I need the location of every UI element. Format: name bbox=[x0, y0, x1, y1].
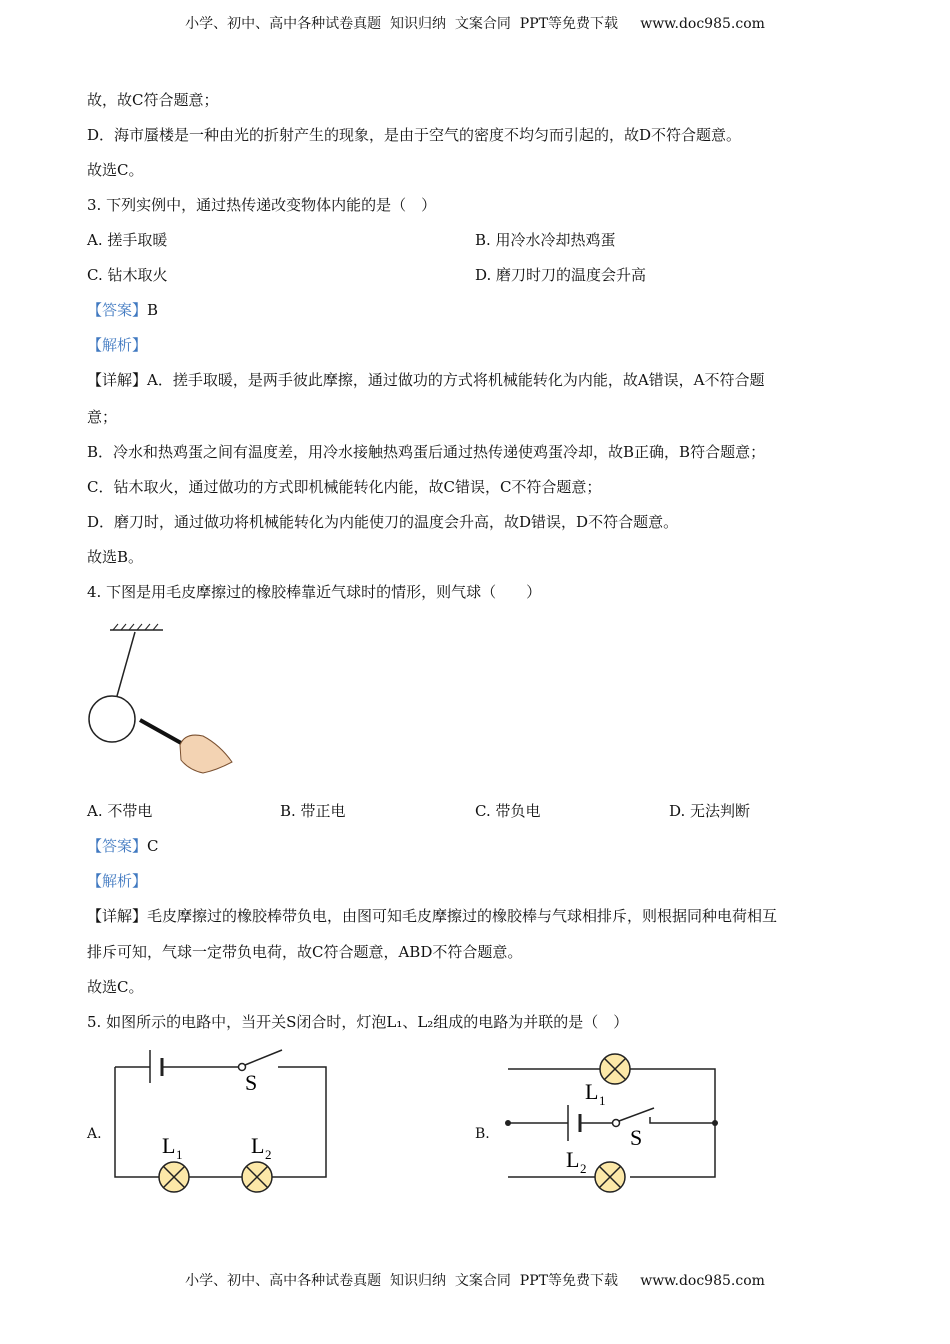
option-a: A. 不带电 bbox=[87, 802, 153, 820]
detail-tag: 【详解】 bbox=[87, 371, 148, 389]
analysis-tag: 【解析】 bbox=[87, 336, 148, 354]
text-line: 故，故C符合题意； bbox=[87, 91, 219, 109]
option-c: C. 钻木取火 bbox=[87, 266, 168, 284]
lamp-l1-sub: 1 bbox=[599, 1093, 606, 1108]
lamp-l1-label: L bbox=[162, 1133, 176, 1158]
detail-line: 故选C。 bbox=[87, 978, 144, 996]
detail-line: 排斥可知，气球一定带负电荷，故C符合题意，ABD不符合题意。 bbox=[87, 943, 523, 961]
option-d: D. 磨刀时刀的温度会升高 bbox=[475, 266, 647, 284]
question-3-stem: 3. 下列实例中，通过热传递改变物体内能的是（ ） bbox=[87, 196, 437, 214]
lamp-l1-label: L bbox=[585, 1079, 599, 1104]
option-a: A. 搓手取暖 bbox=[87, 231, 168, 249]
circuit-b-label: B. bbox=[475, 1126, 490, 1142]
hand bbox=[180, 735, 232, 773]
circuit-a bbox=[110, 1045, 335, 1195]
detail-line: C．钻木取火，通过做功的方式即机械能转化内能，故C错误，C不符合题意； bbox=[87, 478, 602, 496]
option-c: C. 带负电 bbox=[475, 802, 541, 820]
page-header: 小学、初中、高中各种试卷真题 知识归纳 文案合同 PPT等免费下载 www.doc985.com bbox=[185, 16, 765, 32]
page-footer: 小学、初中、高中各种试卷真题 知识归纳 文案合同 PPT等免费下载 www.doc985.com bbox=[185, 1273, 765, 1289]
detail-tag: 【详解】 bbox=[87, 907, 148, 925]
option-b: B. 用冷水冷却热鸡蛋 bbox=[475, 231, 616, 249]
answer-tag: 【答案】 bbox=[87, 837, 148, 855]
analysis-tag: 【解析】 bbox=[87, 872, 148, 890]
switch-label: S bbox=[630, 1125, 643, 1150]
detail-line: B．冷水和热鸡蛋之间有温度差，用冷水接触热鸡蛋后通过热传递使鸡蛋冷却，故B正确，B符合题意； bbox=[87, 443, 766, 461]
answer-value: C bbox=[147, 837, 159, 855]
option-b: B. 带正电 bbox=[280, 802, 346, 820]
switch-label: S bbox=[245, 1070, 258, 1095]
lamp-l2-label: L bbox=[566, 1147, 580, 1172]
circuit-b bbox=[500, 1045, 725, 1195]
detail-line: 故选B。 bbox=[87, 548, 144, 566]
answer-line bbox=[87, 300, 158, 320]
text-line: D．海市蜃楼是一种由光的折射产生的现象，是由于空气的密度不均匀而引起的，故D不符合题意。 bbox=[87, 126, 742, 144]
detail-text: 毛皮摩擦过的橡胶棒带负电，由图可知毛皮摩擦过的橡胶棒与气球相排斥，则根据同种电荷相互 bbox=[147, 907, 778, 925]
balloon-rod-figure bbox=[85, 620, 245, 780]
answer-line bbox=[87, 836, 159, 856]
detail-line bbox=[87, 906, 777, 926]
text-line: 故选C。 bbox=[87, 161, 144, 179]
lamp-l2-sub: 2 bbox=[265, 1147, 272, 1162]
balloon bbox=[89, 696, 135, 742]
detail-text: A．搓手取暖，是两手彼此摩擦，通过做功的方式将机械能转化为内能，故A错误，A不符合题 bbox=[147, 371, 765, 389]
question-4-stem: 4. 下图是用毛皮摩擦过的橡胶棒靠近气球时的情形，则气球（ ） bbox=[87, 583, 542, 601]
answer-value: B bbox=[147, 301, 159, 319]
option-d: D. 无法判断 bbox=[669, 802, 751, 820]
lamp-l2-sub: 2 bbox=[580, 1161, 587, 1176]
detail-line: D．磨刀时，通过做功将机械能转化为内能使刀的温度会升高，故D错误，D不符合题意。 bbox=[87, 513, 679, 531]
detail-line bbox=[87, 370, 765, 390]
circuit-a-label: A. bbox=[87, 1126, 102, 1142]
lamp-l2-label: L bbox=[251, 1133, 265, 1158]
answer-tag: 【答案】 bbox=[87, 301, 148, 319]
question-5-stem: 5. 如图所示的电路中，当开关S闭合时，灯泡L₁、L₂组成的电路为并联的是（ ） bbox=[87, 1013, 629, 1031]
detail-line: 意； bbox=[87, 408, 118, 426]
lamp-l1-sub: 1 bbox=[176, 1147, 183, 1162]
